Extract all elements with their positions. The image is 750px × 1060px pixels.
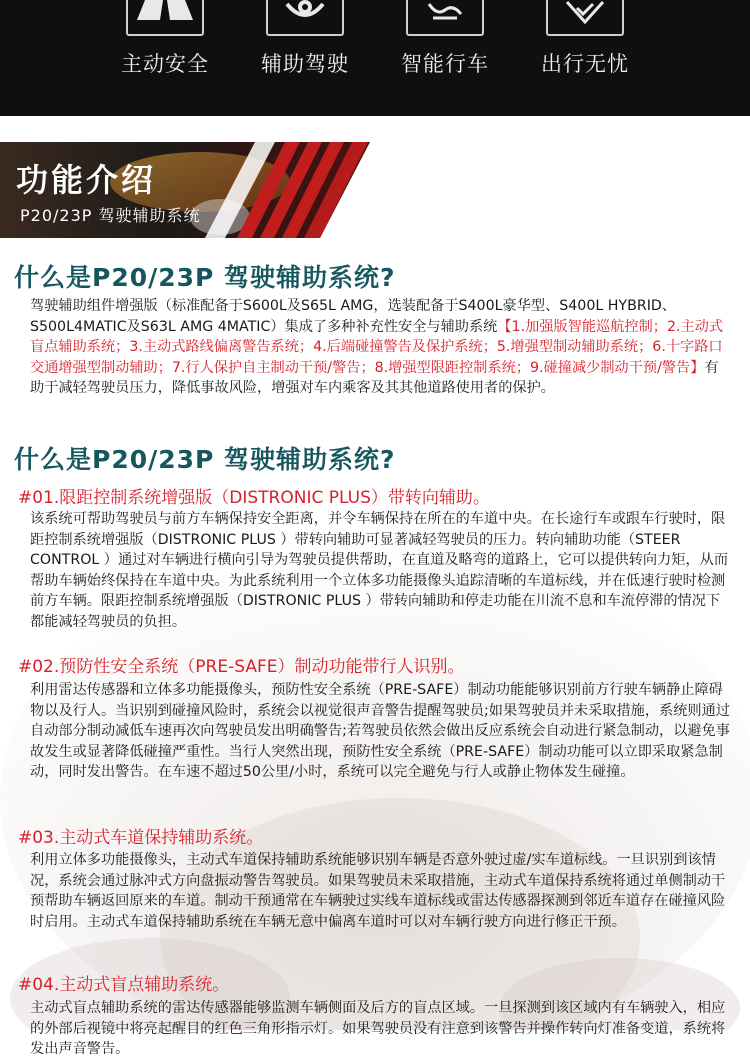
section-03-title: #03.主动式车道保持辅助系统。	[18, 828, 264, 848]
banner-subtitle: P20/23P 驾驶辅助系统	[20, 206, 201, 225]
feature-label: 出行无忧	[541, 52, 629, 76]
intro-feature-list: 【1.加强版智能巡航控制；2.主动式盲点辅助系统；3.主动式路线偏离警告系统；4.后端碰撞警告及保护系统；5.增强型制动辅助系统；6.十字路口交通增强型制动辅助；7.行人保护自主制动干预/警告；8.增强型限距控制系统；9.碰撞减少制动干预/警告】	[30, 318, 724, 376]
feature-smart-driving	[380, 0, 510, 78]
section-02-text: 利用雷达传感器和立体多功能摄像头，预防性安全系统（PRE-SAFE）制动功能能够识别前方行驶车辆静止障碍物以及行人。当识别到碰撞风险时，系统会以视觉很声音警告提醒驾驶员;如果驾驶员并未采取措施，系统则通过自动部分制动减低车速再次向驾驶员发出明确警告;若驾驶员依然会做出反应系统会自动进行紧急制动，以避免事故发生或显著降低碰撞严重性。当行人突然出现，预防性安全系统（PRE-SAFE）制动功能可以立即采取紧急制动，同时发出警告。在车速不超过50公里/小时，系统可以完全避免与行人或静止物体发生碰撞。	[30, 682, 730, 780]
feature-worry-free	[520, 0, 650, 78]
intro-text-start: 驾驶辅助组件增强版（标准配备于S600L及S65L AMG，选装配备于S400L豪华型、S400L HYBRID、S500L4MATIC及S63L AMG 4MATIC）集成了多种补充性安全与辅助系统	[30, 298, 676, 335]
shield-check-icon	[546, 0, 624, 36]
intro-heading: 什么是P20/23P 驾驶辅助系统?	[14, 263, 396, 292]
banner-title: 功能介绍	[16, 161, 157, 199]
section-04-title: #04.主动式盲点辅助系统。	[18, 975, 230, 995]
feature-active-safety	[100, 0, 230, 78]
intro-text-end: 有助于减轻驾驶员压力，降低事故风险，增强对车内乘客及其其他道路使用者的保护。	[30, 359, 719, 396]
road-icon	[126, 0, 204, 36]
wave-icon	[406, 0, 484, 36]
section-03-text: 利用立体多功能摄像头，主动式车道保持辅助系统能够识别车辆是否意外驶过虚/实车道标线。一旦识别到该情况，系统会通过脉冲式方向盘振动警告驾驶员。如果驾驶员未采取措施，主动式车道保持系统将通过单侧制动干预帮助车辆返回原来的车道。制动干预通常在车辆驶过实线车道标线或雷达传感器探测到邻近车道存在碰撞风险时启用。主动式车道保持辅助系统在车辆无意中偏离车道时可以对车辆行驶方向进行修正干预。	[30, 852, 726, 930]
section-heading: 什么是P20/23P 驾驶辅助系统?	[14, 445, 396, 474]
feature-label: 主动安全	[121, 52, 209, 76]
eye-icon	[266, 0, 344, 36]
feature-assisted-driving	[240, 0, 370, 78]
intro-paragraph	[30, 296, 730, 399]
feature-label: 智能行车	[401, 52, 489, 76]
feature-band	[0, 0, 750, 116]
section-02-title: #02.预防性安全系统（PRE-SAFE）制动功能带行人识别。	[18, 657, 465, 677]
section-01-text: 该系统可帮助驾驶员与前方车辆保持安全距离，并令车辆保持在所在的车道中央。在长途行车或跟车行驶时，限距控制系统增强版（DISTRONIC PLUS ）带转向辅助可显著减轻驾驶员的压力。转向辅助功能（STEER CONTROL ）通过对车辆进行横向引导为驾驶员提供帮助，在直道及略弯的道路上，它可以提供转向力矩，从而帮助车辆始终保持在车道中央。为此系统利用一个立体多功能摄像头追踪清晰的车道标线，并在低速行驶时检测前方车辆。限距控制系统增强版（DISTRONIC PLUS ）带转向辅助和停走功能在川流不息和车流停滞的情况下都能减轻驾驶员的负担。	[30, 511, 729, 630]
feature-label: 辅助驾驶	[261, 52, 349, 76]
section-04-text: 主动式盲点辅助系统的雷达传感器能够监测车辆侧面及后方的盲点区域。一旦探测到该区域内有车辆驶入，相应的外部后视镜中将亮起醒目的红色三角形指示灯。如果驾驶员没有注意到该警告并操作转向灯准备变道，系统将发出声音警告。	[30, 1000, 726, 1057]
section-01-title: #01.限距控制系统增强版（DISTRONIC PLUS）带转向辅助。	[18, 488, 490, 508]
